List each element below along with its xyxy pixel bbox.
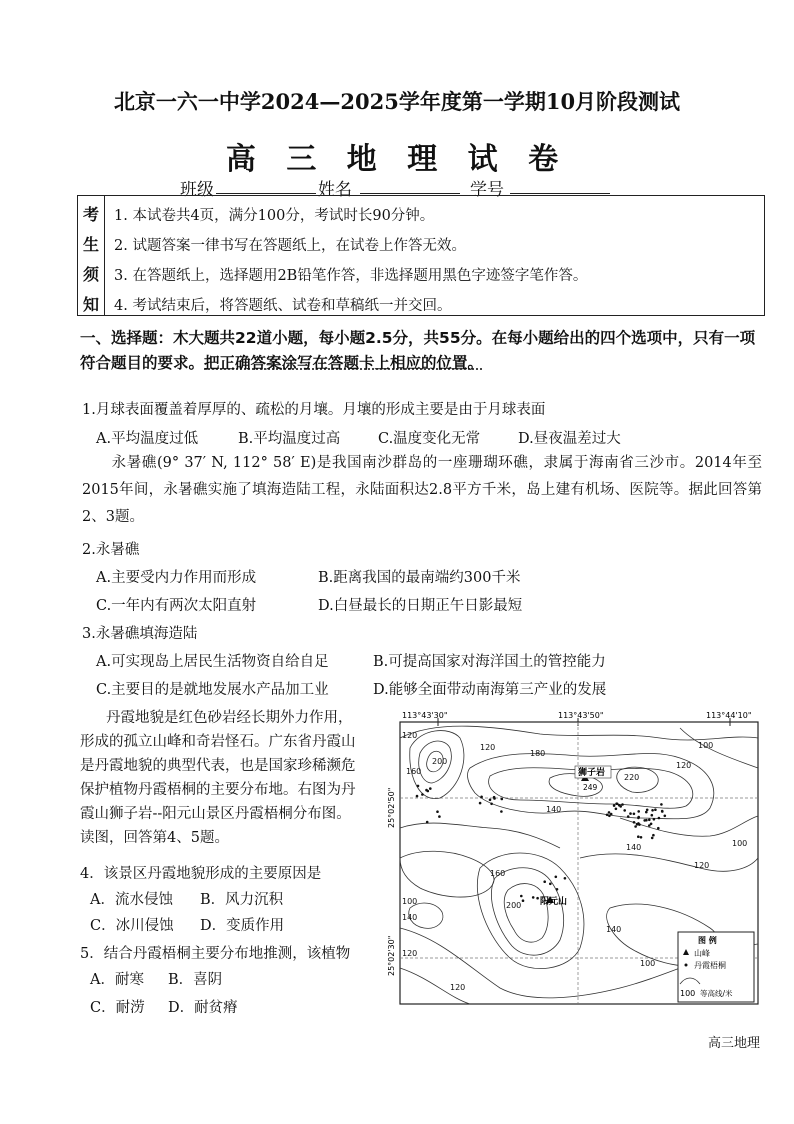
school-exam-line: 北京一六一中学2024—2025学年度第一学期10月阶段测试 (113, 89, 681, 114)
contour-label: 160 (406, 767, 422, 776)
danxia-tree-dot (645, 811, 648, 814)
notice-side-label (78, 196, 105, 315)
danxia-tree-dot (621, 803, 624, 806)
contour-label: 140 (402, 913, 418, 922)
danxia-tree-dot (636, 823, 639, 826)
place-label-shiziyan: 狮子岩 (578, 768, 606, 778)
question-1-option-b: B.平均温度过高 (238, 431, 341, 447)
question-4-stem: 4．该景区丹霞地貌形成的主要原因是 (80, 866, 322, 882)
name-blank (360, 193, 460, 194)
danxia-tree-dot (425, 789, 428, 792)
legend-tree-icon (685, 964, 688, 967)
danxia-tree-dot (658, 817, 661, 820)
map-legend (678, 932, 754, 1002)
question-1-option-d: D.昼夜温差过大 (518, 431, 621, 447)
notice-item: 1. 本试卷共4页，满分100分，考试时长90分钟。 (114, 208, 435, 224)
passage-danxia-line: 霞山狮子岩--阳元山景区丹霞梧桐分布图。 (80, 806, 351, 822)
legend-contour-value: 100 (680, 989, 696, 998)
danxia-tree-dot (608, 811, 611, 814)
contour-label: 100 (732, 839, 748, 848)
passage-danxia-line: 形成的孤立山峰和奇岩怪石。广东省丹霞山 (80, 734, 356, 750)
danxia-tree-dot (638, 823, 641, 826)
question-2-option-b: B.距离我国的最南端约300千米 (318, 570, 521, 586)
question-1-option-a: A.平均温度过低 (96, 431, 199, 447)
contour-label: 220 (624, 773, 640, 782)
question-1-option-c: C.温度变化无常 (378, 431, 481, 447)
section-instructions (80, 326, 760, 376)
contour-label: 100 (640, 959, 656, 968)
question-2-option-d: D.白昼最长的日期正午日影最短 (318, 598, 523, 614)
danxia-tree-dot (556, 888, 559, 891)
question-5-option-c: C．耐涝 (90, 1000, 145, 1016)
question-5-option-a: A．耐寒 (90, 972, 144, 988)
danxia-tree-dot (652, 834, 655, 837)
student-id-blank (510, 193, 610, 194)
danxia-tree-dot (522, 899, 525, 902)
lon-label: 113°43'50" (558, 711, 604, 720)
danxia-tree-dot (532, 896, 535, 899)
question-1-stem: 1.月球表面覆盖着厚厚的、疏松的月壤。月壤的形成主要是由于月球表面 (82, 402, 546, 418)
danxia-tree-dot (646, 809, 649, 812)
danxia-tree-dot (651, 814, 654, 817)
danxia-tree-dot (645, 819, 648, 822)
contour-label: 100 (402, 897, 418, 906)
danxia-tree-dot (436, 810, 439, 813)
question-4-option-d: D．变质作用 (200, 918, 285, 934)
danxia-tree-dot (650, 823, 653, 826)
contour-label: 200 (432, 757, 448, 766)
question-2-option-c: C.一年内有两次太阳直射 (96, 598, 257, 614)
question-3-option-b: B.可提高国家对海洋国土的管控能力 (373, 654, 606, 670)
notice-item: 2. 试题答案一律书写在答题纸上，在试卷上作答无效。 (114, 238, 466, 254)
notice-side-char: 知 (82, 295, 99, 314)
danxia-tree-dot (520, 895, 523, 898)
contour-label: 120 (402, 731, 418, 740)
question-5-option-b: B．喜阴 (168, 972, 223, 988)
passage-danxia-line: 保护植物丹霞梧桐的主要分布地。右图为丹 (80, 782, 356, 798)
danxia-tree-dot (637, 835, 640, 838)
passage-danxia-line: 读图，回答第4、5题。 (80, 830, 229, 846)
spot-height-label: 249 (583, 783, 598, 792)
danxia-tree-dot (555, 876, 558, 879)
danxia-tree-dot (619, 805, 622, 808)
contour-label: 140 (626, 843, 642, 852)
danxia-tree-dot (438, 815, 441, 818)
question-5-stem: 5．结合丹霞梧桐主要分布地推测，该植物 (80, 946, 351, 962)
danxia-tree-dot (633, 821, 636, 824)
danxia-tree-dot (606, 814, 609, 817)
lat-label: 25°02'30" (387, 935, 396, 976)
reading-passage-yongshu-reef (82, 450, 762, 531)
contour-label: 120 (676, 761, 692, 770)
danxia-tree-dot (549, 883, 552, 886)
danxia-contour-map (380, 708, 770, 1016)
contour-label: 140 (606, 925, 622, 934)
danxia-tree-dot (426, 821, 429, 824)
danxia-tree-dot (564, 877, 567, 880)
question-3-option-d: D.能够全面带动南海第三产业的发展 (373, 682, 607, 698)
question-4-option-a: A．流水侵蚀 (90, 892, 173, 908)
danxia-tree-dot (648, 819, 651, 822)
danxia-tree-dot (543, 880, 546, 883)
paper-title: 高 三 地 理 试 卷 (225, 142, 569, 177)
danxia-tree-dot (651, 837, 654, 840)
danxia-tree-dot (479, 802, 482, 805)
legend-contour-label: 等高线/米 (700, 989, 733, 998)
danxia-tree-dot (536, 897, 539, 900)
contour-label: 180 (530, 749, 546, 758)
lon-label: 113°43'30" (402, 711, 448, 720)
question-5-option-d: D．耐贫瘠 (168, 1000, 238, 1016)
page-footer: 高三地理 (707, 1036, 760, 1051)
danxia-tree-dot (501, 798, 504, 801)
question-4-option-b: B．风力沉积 (200, 892, 284, 908)
danxia-tree-dot (651, 809, 654, 812)
question-2-option-a: A.主要受内力作用而形成 (96, 570, 257, 586)
danxia-tree-dot (653, 818, 656, 821)
name-field-label: 姓名 (318, 180, 352, 200)
contour-label: 120 (402, 949, 418, 958)
question-4-option-c: C．冰川侵蚀 (90, 918, 174, 934)
lat-label: 25°02'50" (387, 787, 396, 828)
danxia-tree-dot (657, 827, 660, 830)
class-blank (216, 193, 316, 194)
danxia-tree-dot (416, 795, 419, 798)
danxia-tree-dot (610, 813, 613, 816)
danxia-tree-dot (660, 803, 663, 806)
place-label-yangyuanshan: 阳元山 (540, 897, 568, 907)
contour-label: 160 (490, 869, 506, 878)
notice-side-char: 生 (82, 235, 99, 254)
danxia-tree-dot (480, 796, 483, 799)
passage-danxia-line: 是丹霞地貌的典型代表，也是国家珍稀濒危 (80, 758, 356, 774)
question-3-option-c: C.主要目的是就地发展水产品加工业 (96, 682, 329, 698)
exam-notice-box (77, 195, 765, 316)
danxia-tree-dot (664, 815, 667, 818)
danxia-tree-dot (629, 812, 632, 815)
danxia-tree-dot (500, 810, 503, 813)
contour-label: 120 (450, 983, 466, 992)
contour-label: 200 (506, 901, 522, 910)
notice-item: 3. 在答题纸上，选择题用2B铅笔作答，非选择题用黑色字迹签字笔作答。 (114, 268, 588, 284)
passage-danxia-line: 丹霞地貌是红色砂岩经长期外力作用， (106, 710, 353, 726)
danxia-tree-dot (627, 815, 630, 818)
danxia-tree-dot (637, 816, 640, 819)
contour-label: 100 (698, 741, 714, 750)
contour-label: 120 (480, 743, 496, 752)
class-field-label: 班级 (180, 180, 214, 200)
danxia-tree-dot (654, 808, 657, 811)
danxia-tree-dot (421, 793, 424, 796)
danxia-tree-dot (623, 809, 626, 812)
notice-item: 4. 考试结束后，将答题纸、试卷和草稿纸一并交回。 (114, 298, 452, 314)
legend-tree-label: 丹霞梧桐 (694, 961, 726, 970)
section-instructions-main: 一、选择题：木大题共22道小题，每小题2.5分，共55分。在每小题给出的四个选项中，只有一项符合题目的要求。 (80, 329, 756, 372)
question-3-stem: 3.永暑礁填海造陆 (82, 626, 198, 642)
danxia-tree-dot (616, 803, 619, 806)
danxia-tree-dot (613, 804, 616, 807)
danxia-tree-dot (417, 785, 420, 788)
danxia-tree-dot (489, 799, 492, 802)
legend-title: 图 例 (698, 936, 717, 945)
passage-text: 永暑礁(9° 37′ N, 112° 58′ E)是我国南沙群岛的一座珊瑚环礁，隶属于海南省三沙市。2014年至2015年间，永暑礁实施了填海造陆工程，永陆面积达2.8平方千米，岛上建有机场、医院等。据此回答第2、3题。 (82, 455, 762, 525)
danxia-tree-dot (661, 810, 664, 813)
danxia-tree-dot (615, 808, 618, 811)
section-instructions-answer-note: 把正确答案涂写在答题卡上相应的位置。 (204, 354, 484, 372)
contour-label: 140 (546, 805, 562, 814)
danxia-tree-dot (640, 836, 643, 839)
danxia-tree-dot (633, 813, 636, 816)
contour-label: 120 (694, 861, 710, 870)
danxia-tree-dot (493, 797, 496, 800)
notice-side-char: 考 (82, 205, 99, 224)
student-id-field-label: 学号 (470, 180, 504, 200)
lon-label: 113°44'10" (706, 711, 752, 720)
danxia-tree-dot (490, 803, 493, 806)
danxia-tree-dot (429, 787, 432, 790)
question-3-option-a: A.可实现岛上居民生活物资自给自足 (96, 654, 329, 670)
question-2-stem: 2.永暑礁 (82, 542, 140, 558)
notice-side-char: 须 (82, 265, 99, 284)
danxia-tree-dot (637, 810, 640, 813)
legend-peak-label: 山峰 (694, 949, 710, 958)
danxia-tree-dot (634, 825, 637, 828)
